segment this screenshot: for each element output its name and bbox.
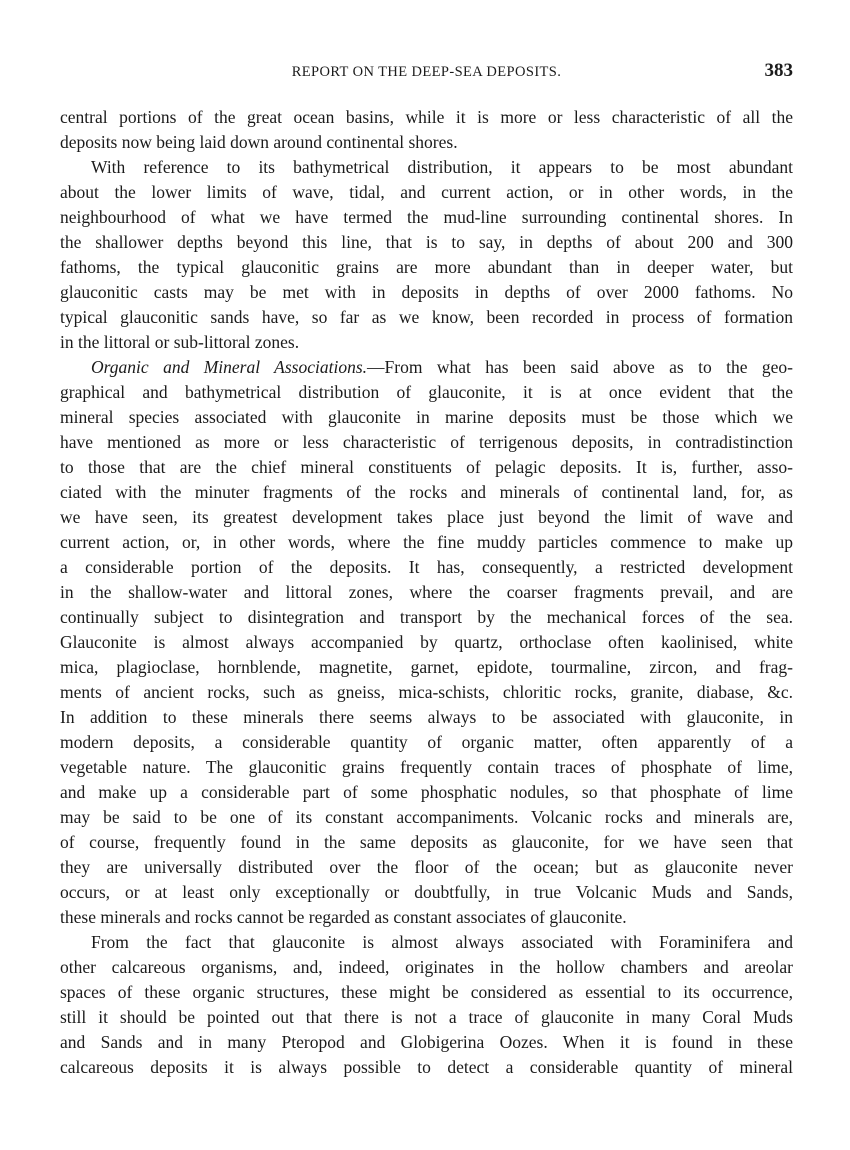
text-line [60,505,793,530]
text-line [60,380,793,405]
text-line [60,430,793,455]
text-line [60,405,793,430]
line-text: of course, frequently found in the same deposits as glauconite, for we have seen that [60,832,793,852]
line-text: With reference to its bathymetrical distribution, it appears to be most abundant [91,157,793,177]
line-text: in the shallow-water and littoral zones, where the coarser fragments prevail, and are [60,582,793,602]
line-text: and Sands and in many Pteropod and Globigerina Oozes. When it is found in these [60,1032,793,1052]
paragraph [60,105,793,155]
text-line [60,1030,793,1055]
text-line [60,205,793,230]
line-text: continually subject to disintegration and transport by the mechanical forces of the sea. [60,607,793,627]
line-text: to those that are the chief mineral constituents of pelagic deposits. It is, further, asso- [60,457,793,477]
line-text: typical glauconitic sands have, so far as we know, been recorded in process of formation [60,307,793,327]
page-header [60,60,793,84]
text-line [60,180,793,205]
line-text: calcareous deposits it is always possible to detect a considerable quantity of mineral [60,1057,793,1077]
section-heading-italic: Organic and Mineral Associations. [91,357,368,377]
line-text: still it should be pointed out that there is not a trace of glauconite in many Coral Muds [60,1007,793,1027]
text-line [60,530,793,555]
text-line [60,655,793,680]
line-text: vegetable nature. The glauconitic grains frequently contain traces of phosphate of lime, [60,757,793,777]
line-text: ments of ancient rocks, such as gneiss, mica-schists, chloritic rocks, granite, diabase, &c. [60,682,793,702]
line-text: about the lower limits of wave, tidal, and current action, or in other words, in the [60,182,793,202]
line-text: Glauconite is almost always accompanied by quartz, orthoclase often kaolinised, white [60,632,793,652]
line-text: these minerals and rocks cannot be regarded as constant associates of glauconite. [60,907,627,927]
text-line [60,830,793,855]
line-text: modern deposits, a considerable quantity of organic matter, often apparently of a [60,732,793,752]
text-line [60,105,793,130]
line-text: neighbourhood of what we have termed the mud-line surrounding continental shores. In [60,207,793,227]
text-line [60,155,793,180]
text-line [60,630,793,655]
text-line [60,980,793,1005]
line-text: central portions of the great ocean basins, while it is more or less characteristic of all the [60,107,793,127]
text-line [60,930,793,955]
line-text: —From what has been said above as to the geo- [367,357,793,377]
text-line [60,230,793,255]
text-line [60,330,793,355]
text-line [60,805,793,830]
line-text: occurs, or at least only exceptionally or doubtfully, in true Volcanic Muds and Sands, [60,882,793,902]
paragraph [60,155,793,355]
text-line [60,755,793,780]
line-text: may be said to be one of its constant accompaniments. Volcanic rocks and minerals are, [60,807,793,827]
line-text: in the littoral or sub-littoral zones. [60,332,300,352]
text-line [60,455,793,480]
line-text: have mentioned as more or less characteristic of terrigenous deposits, in contradistinction [60,432,793,452]
text-line [60,1055,793,1080]
text-line [60,580,793,605]
text-line [60,855,793,880]
text-line [60,130,793,155]
paragraph [60,930,793,1080]
line-text: mineral species associated with glauconite in marine deposits must be those which we [60,407,793,427]
line-text: other calcareous organisms, and, indeed, originates in the hollow chambers and areolar [60,957,793,977]
line-text: spaces of these organic structures, these might be considered as essential to its occurrence, [60,982,793,1002]
text-line [60,555,793,580]
text-line [60,680,793,705]
text-line [60,730,793,755]
text-line [60,480,793,505]
line-text: In addition to these minerals there seems always to be associated with glauconite, in [60,707,793,727]
line-text: fathoms, the typical glauconitic grains are more abundant than in deeper water, but [60,257,793,277]
text-line [60,780,793,805]
line-text: a considerable portion of the deposits. It has, consequently, a restricted development [60,557,793,577]
line-text: graphical and bathymetrical distribution of glauconite, it is at once evident that the [60,382,793,402]
line-text: they are universally distributed over the floor of the ocean; but as glauconite never [60,857,793,877]
running-title: REPORT ON THE DEEP-SEA DEPOSITS. [291,64,562,80]
text-line [60,305,793,330]
line-text: we have seen, its greatest development takes place just beyond the limit of wave and [60,507,793,527]
text-line [60,255,793,280]
paragraph [60,355,793,930]
line-text: mica, plagioclase, hornblende, magnetite, garnet, epidote, tourmaline, zircon, and frag- [60,657,793,677]
text-line [60,880,793,905]
line-text: the shallower depths beyond this line, that is to say, in depths of about 200 and 300 [60,232,793,252]
body-text [60,105,793,1080]
line-text: glauconitic casts may be met with in deposits in depths of over 2000 fathoms. No [60,282,793,302]
page-number: 383 [764,60,793,81]
text-line [60,1005,793,1030]
text-line [60,605,793,630]
text-line [60,955,793,980]
text-line [60,355,793,380]
line-text: deposits now being laid down around continental shores. [60,132,458,152]
text-line [60,905,793,930]
text-line [60,705,793,730]
line-text: current action, or, in other words, where the fine muddy particles commence to make up [60,532,793,552]
line-text: From the fact that glauconite is almost always associated with Foraminifera and [91,932,793,952]
line-text: and make up a considerable part of some phosphatic nodules, so that phosphate of lime [60,782,793,802]
text-line [60,280,793,305]
line-text: ciated with the minuter fragments of the rocks and minerals of continental land, for, as [60,482,793,502]
